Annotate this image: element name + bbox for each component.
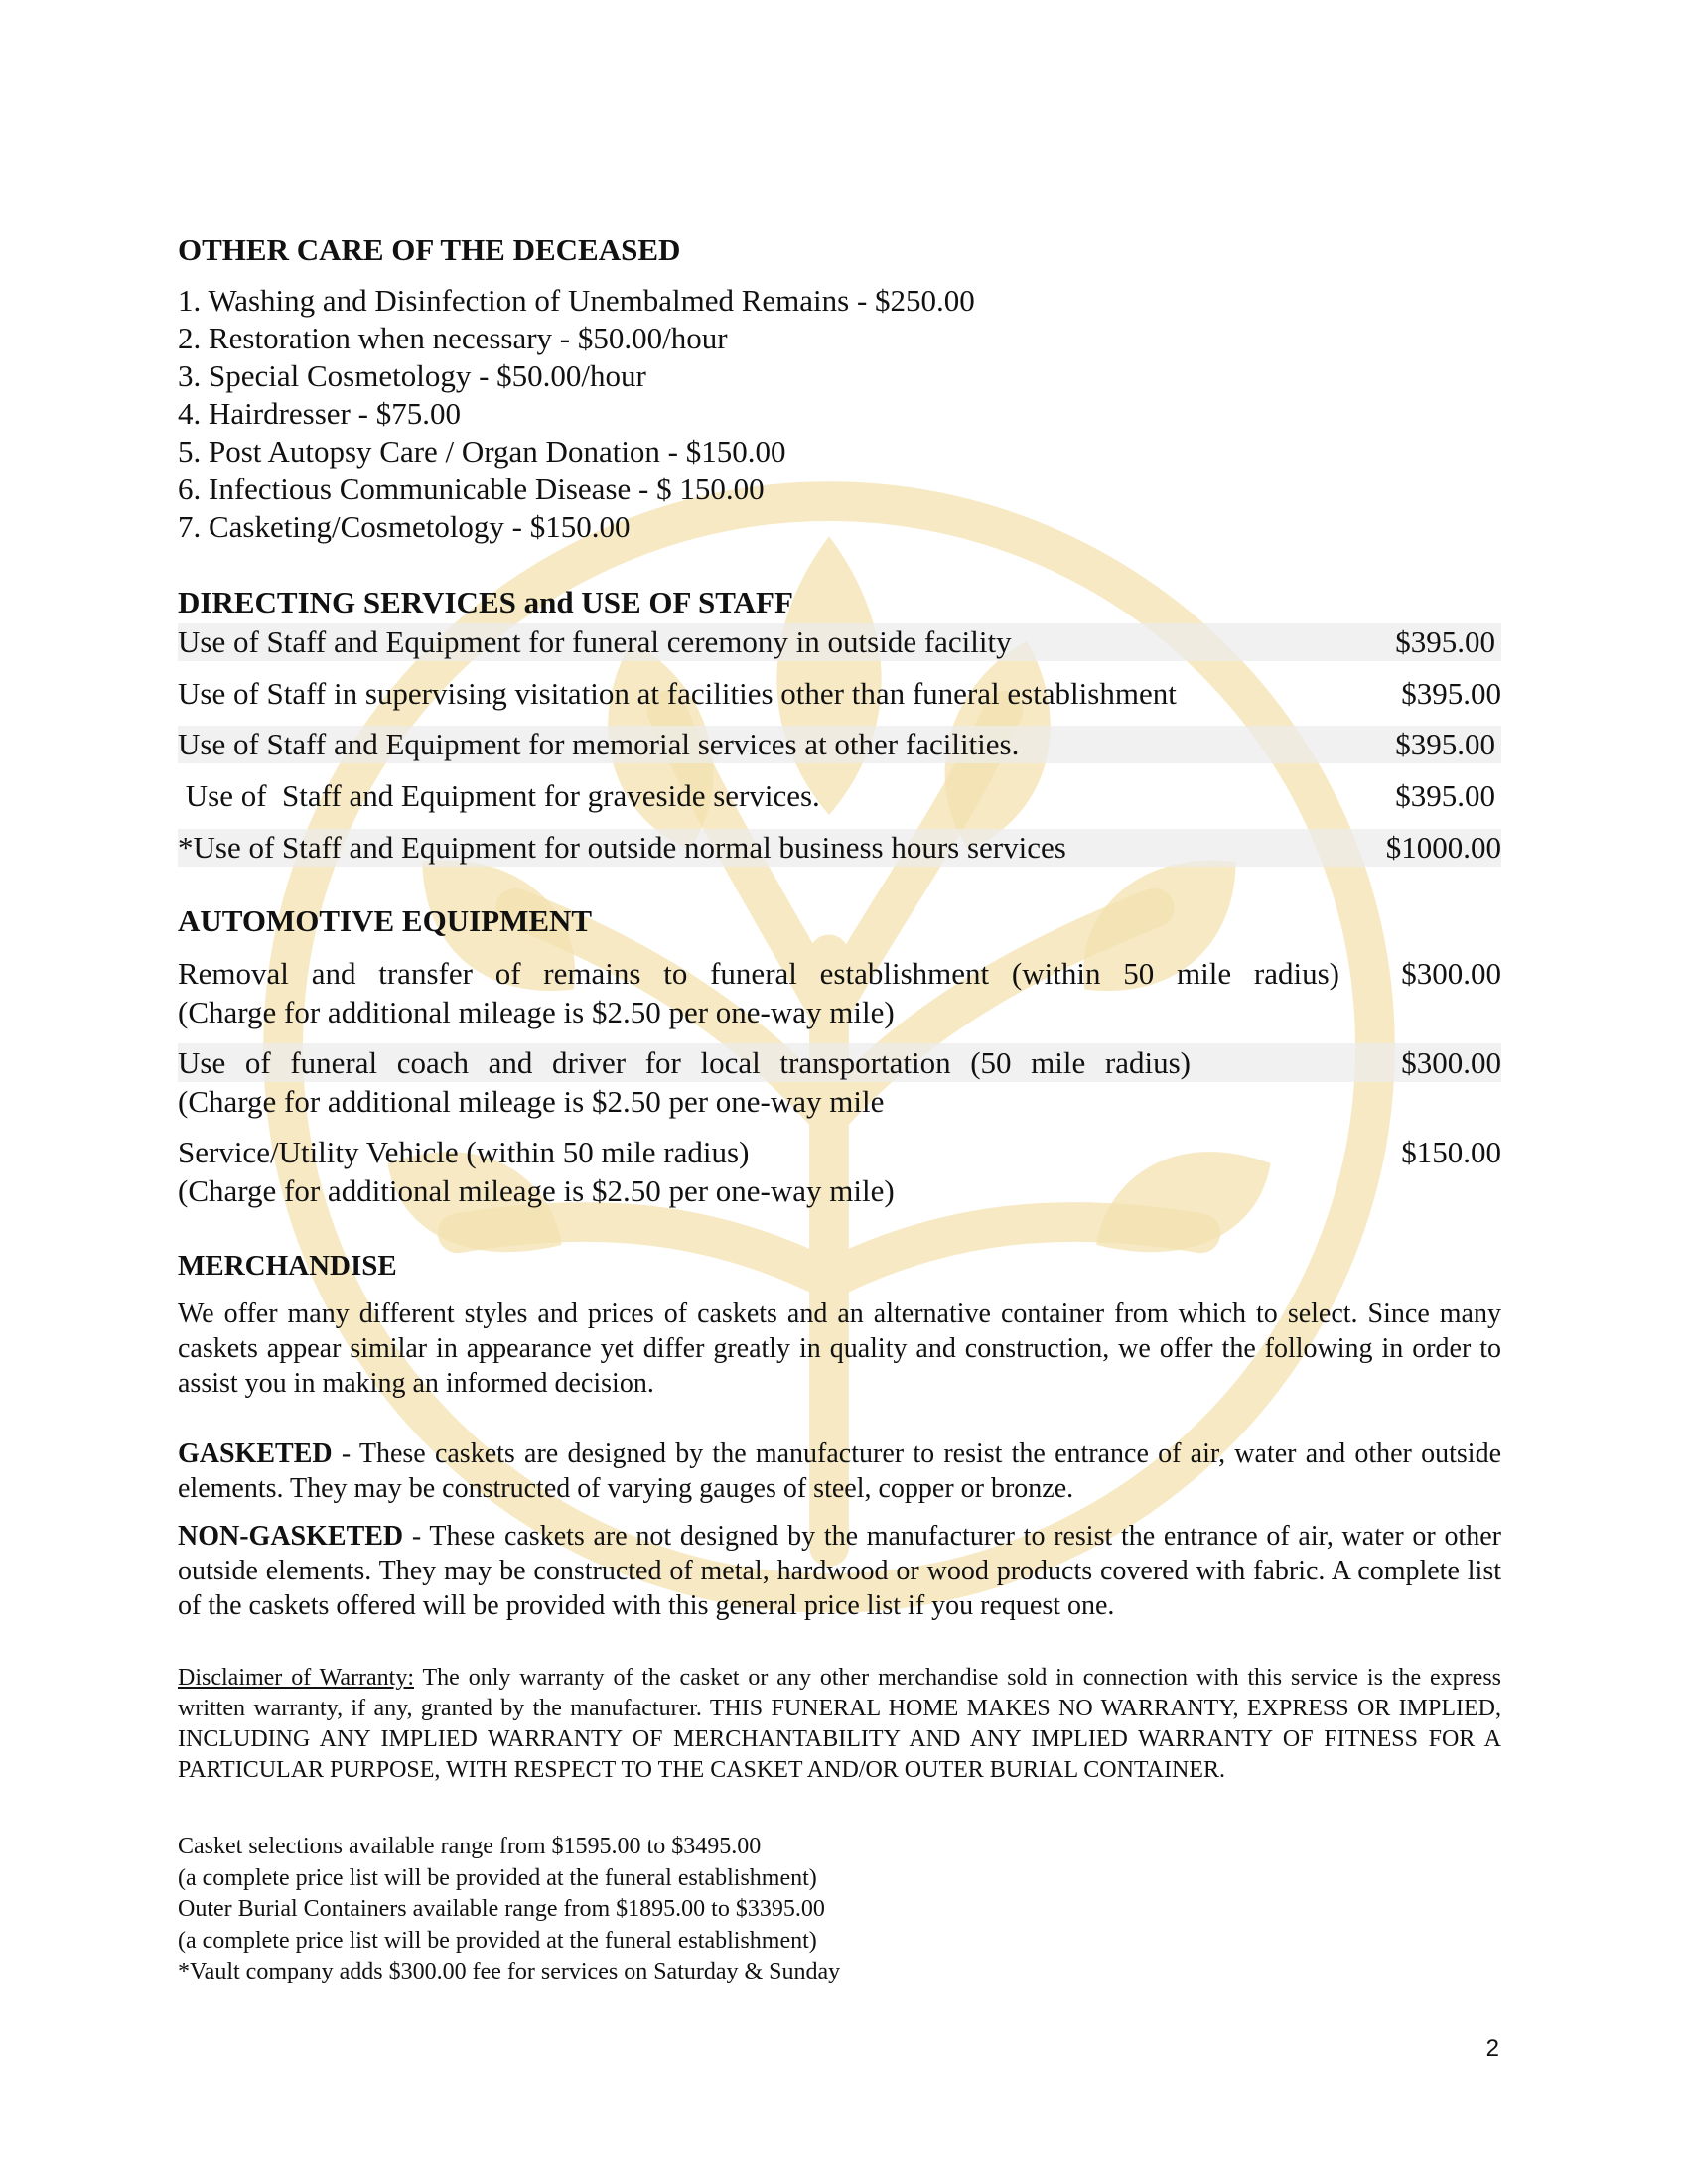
vehicle-description: Use of funeral coach and driver for local transportation (50 mile radius) [178, 1045, 1191, 1080]
service-price: $1000.00 [1385, 830, 1501, 865]
list-item [178, 954, 1501, 1031]
list-item [178, 1133, 1501, 1210]
mileage-note: (Charge for additional mileage is $2.50 per one-way mile) [178, 1173, 895, 1208]
vehicle-description: Removal and transfer of remains to funeral establishment (within 50 mile radius) [178, 956, 1339, 991]
disclaimer-label: Disclaimer of Warranty: [178, 1665, 415, 1691]
table-row [178, 777, 1501, 815]
vehicle-price: $150.00 [1401, 1135, 1501, 1169]
gasketed-term: GASKETED [178, 1438, 333, 1469]
casket-range-line: (a complete price list will be provided at the funeral establishment) [178, 1927, 817, 1954]
gasketed-text: - These caskets are designed by the manufacturer to resist the entrance of air, water and other outside elements. They may be constructed of varying gauges of steel, copper or bronze. [178, 1438, 1501, 1504]
list-item: 1. Washing and Disinfection of Unembalmed Remains - $250.00 [178, 283, 975, 318]
automotive-heading: AUTOMOTIVE EQUIPMENT [178, 903, 593, 938]
merchandise-heading: MERCHANDISE [178, 1250, 397, 1282]
table-row [178, 829, 1501, 867]
table-row [178, 726, 1501, 763]
service-price: $395.00 [1395, 624, 1495, 659]
other-care-heading: OTHER CARE OF THE DECEASED [178, 232, 681, 267]
service-description: Use of Staff and Equipment for graveside services. [178, 778, 820, 813]
table-row [178, 623, 1501, 661]
service-description: Use of Staff in supervising visitation at facilities other than funeral establishment [178, 676, 1177, 711]
directing-heading: DIRECTING SERVICES and USE OF STAFF [178, 585, 793, 619]
casket-range-info [178, 1832, 840, 1988]
vehicle-price: $300.00 [1401, 956, 1501, 991]
vehicle-description: Service/Utility Vehicle (within 50 mile radius) [178, 1135, 750, 1169]
service-price: $395.00 [1401, 676, 1501, 711]
nongasketed-paragraph [178, 1519, 1501, 1623]
table-row [178, 675, 1501, 713]
vehicle-price: $300.00 [1401, 1045, 1501, 1080]
list-item [178, 1043, 1501, 1121]
disclaimer-of-warranty [178, 1663, 1501, 1786]
service-price: $395.00 [1395, 778, 1495, 813]
service-price: $395.00 [1395, 727, 1495, 761]
gasketed-paragraph [178, 1436, 1501, 1506]
list-item: 5. Post Autopsy Care / Organ Donation - $150.00 [178, 434, 786, 469]
casket-range-line: *Vault company adds $300.00 fee for services on Saturday & Sunday [178, 1959, 841, 1984]
mileage-note: (Charge for additional mileage is $2.50 per one-way mile) [178, 995, 895, 1029]
service-description: Use of Staff and Equipment for memorial services at other facilities. [178, 727, 1020, 761]
list-item: 6. Infectious Communicable Disease - $ 150.00 [178, 472, 765, 506]
nongasketed-text: - These caskets are not designed by the manufacturer to resist the entrance of air, water or other outside elements. They may be constructed of metal, hardwood or wood products covered with fabric. A complete list of the caskets offered will be provided with this general price list if you request one. [178, 1521, 1501, 1621]
casket-range-line: (a complete price list will be provided at the funeral establishment) [178, 1864, 817, 1891]
list-item: 4. Hairdresser - $75.00 [178, 396, 461, 431]
list-item: 7. Casketing/Cosmetology - $150.00 [178, 509, 631, 544]
list-item: 2. Restoration when necessary - $50.00/hour [178, 321, 728, 355]
nongasketed-term: NON-GASKETED [178, 1521, 404, 1552]
casket-range-line: Casket selections available range from $1595.00 to $3495.00 [178, 1834, 762, 1859]
service-description: Use of Staff and Equipment for funeral ceremony in outside facility [178, 624, 1012, 659]
mileage-note: (Charge for additional mileage is $2.50 per one-way mile [178, 1084, 885, 1119]
other-care-list [178, 282, 975, 546]
disclaimer-text: The only warranty of the casket or any other merchandise sold in connection with this service is the express written warranty, if any, granted by the manufacturer. THIS FUNERAL HOME MAKES NO WARRANTY, EXPRESS OR IMPLIED, INCLUDING ANY IMPLIED WARRANTY OF MERCHANTABILITY AND ANY IMPLIED WARRANTY OF FITNESS FOR A PARTICULAR PURPOSE, WITH RESPECT TO THE CASKET AND/OR OUTER BURIAL CONTAINER. [178, 1665, 1502, 1783]
casket-range-line: Outer Burial Containers available range from $1895.00 to $3395.00 [178, 1896, 825, 1922]
service-description: *Use of Staff and Equipment for outside normal business hours services [178, 830, 1066, 865]
page-number: 2 [1485, 2035, 1499, 2062]
list-item: 3. Special Cosmetology - $50.00/hour [178, 358, 646, 393]
merchandise-intro: We offer many different styles and prices of caskets and an alternative container from which to select. Since many caskets appear similar in appearance yet differ greatly in quality and construction, we offer the following in order to assist you in making an informed decision. [178, 1298, 1501, 1399]
